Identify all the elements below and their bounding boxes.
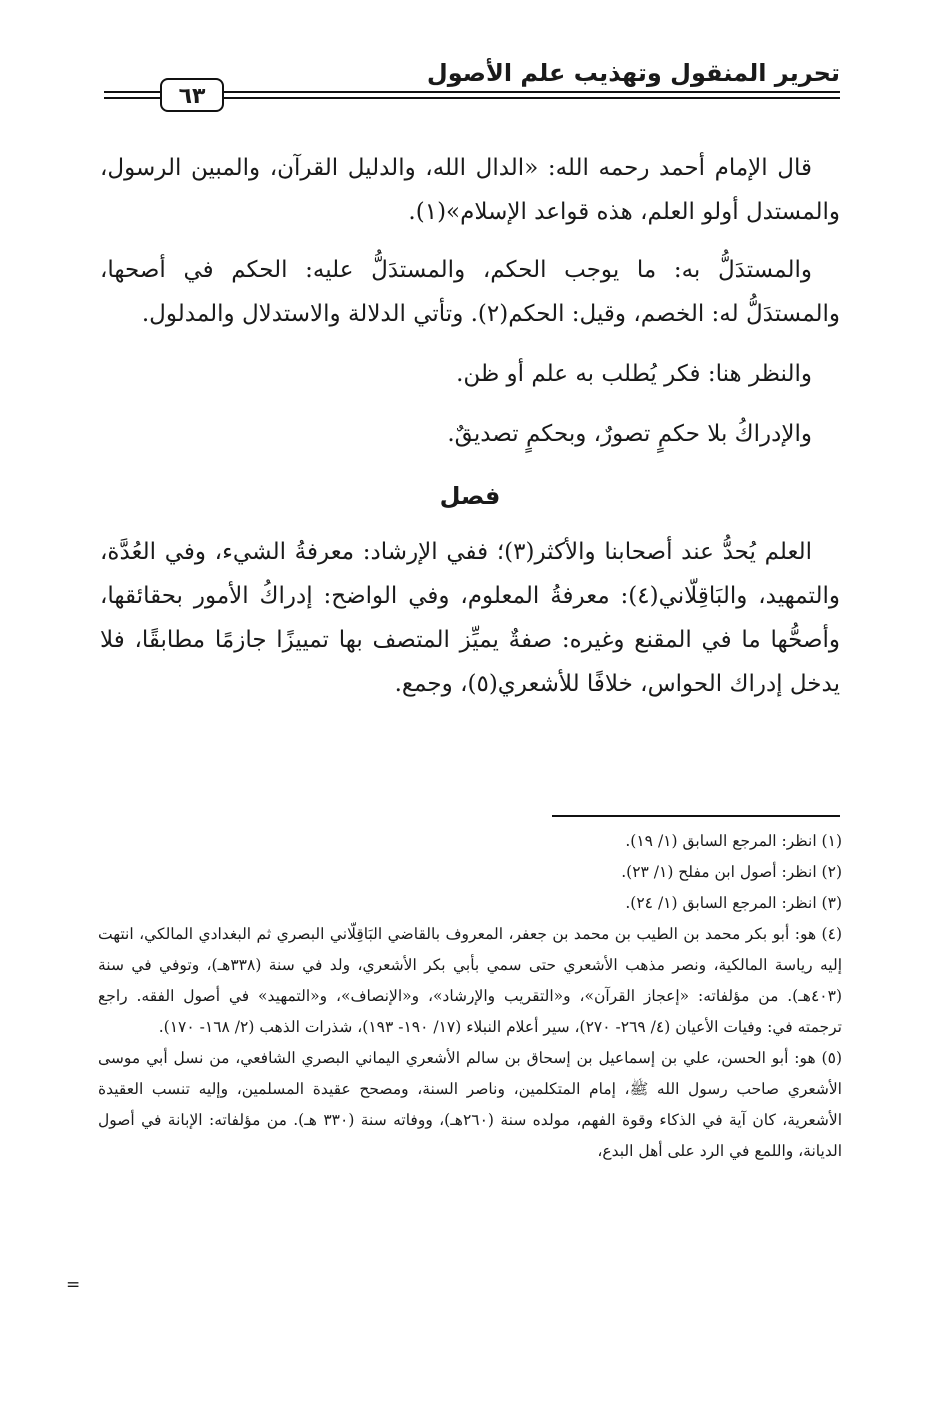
- main-text: [100, 146, 840, 706]
- page-number: ٦٣: [160, 78, 224, 112]
- paragraph-4: والإدراكُ بلا حكمٍ تصورٌ، وبحكمٍ تصديقٌ.: [447, 421, 812, 447]
- paragraph-3: والنظر هنا: فكر يُطلب به علم أو ظن.: [456, 361, 812, 387]
- footnotes: [98, 826, 842, 1167]
- section-heading: فصل: [439, 482, 501, 510]
- footnote-3: (٣) انظر: المرجع السابق (١/ ٢٤).: [625, 894, 842, 912]
- footnote-2: (٢) انظر: أصول ابن مفلح (١/ ٢٣).: [621, 863, 842, 881]
- continuation-mark: =: [66, 1275, 81, 1295]
- footnote-5: (٥) هو: أبو الحسن، علي بن إسماعيل بن إسحاق بن سالم الأشعري اليماني البصري الشافعي، من نسل أبي موسى الأشعري صاحب رسول الله ﷺ، إمام المتكلمين، وناصر السنة، ومصحح عقيدة المسلمين، وإليه تنسب العقيدة الأشعرية، كان آية في الذكاء وقوة الفهم، مولده سنة (٢٦٠هـ)، ووفاته سنة (٣٣٠ هـ). من مؤلفاته: الإبانة في أصول الديانة، واللمع في الرد على أهل البدع،: [98, 1049, 842, 1160]
- footnote-4: (٤) هو: أبو بكر محمد بن الطيب بن محمد بن جعفر، المعروف بالقاضي البَاقِلّاني البصري ثم البغدادي المالكي، انتهت إليه رياسة المالكية، ونصر مذهب الأشعري حتى سمي بأبي بكر الأشعري، ولد في سنة (٣٣٨هـ)، وتوفي في سنة (٤٠٣هـ). من مؤلفاته: «إعجاز القرآن»، و«التقريب والإرشاد»، و«الإنصاف»، و«التمهيد» في أصول الفقه. راجع ترجمته في: وفيات الأعيان (٤/ ٢٦٩- ٢٧٠)، سير أعلام النبلاء (١٧/ ١٩٠- ١٩٣)، شذرات الذهب (٢/ ١٦٨- ١٧٠).: [98, 925, 843, 1036]
- paragraph-1: قال الإمام أحمد رحمه الله: «الدال الله، والدليل القرآن، والمبين الرسول، والمستدل أولو العلم، هذه قواعد الإسلام»(١).: [100, 155, 840, 225]
- running-title: تحرير المنقول وتهذيب علم الأصول: [426, 59, 840, 87]
- footnote-separator: [552, 815, 840, 817]
- paragraph-2: والمستدَلُّ به: ما يوجب الحكم، والمستدَلُّ عليه: الحكم في أصحها، والمستدَلُّ له: الخصم، وقيل: الحكم(٢). وتأتي الدلالة والاستدلال والمدلول.: [100, 257, 840, 327]
- paragraph-5: العلم يُحدُّ عند أصحابنا والأكثر(٣)؛ ففي الإرشاد: معرفةُ الشيء، وفي العُدَّة، والتمهيد، والبَاقِلّاني(٤): معرفةُ المعلوم، وفي الواضح: إدراكُ الأمور بحقائقها، وأصحُّها ما في المقنع وغيره: صفةٌ يميِّز المتصف بها تمييزًا جازمًا مطابقًا، فلا يدخل إدراك الحواس، خلافًا للأشعري(٥)، وجمع.: [100, 539, 840, 697]
- footnote-1: (١) انظر: المرجع السابق (١/ ١٩).: [625, 832, 842, 850]
